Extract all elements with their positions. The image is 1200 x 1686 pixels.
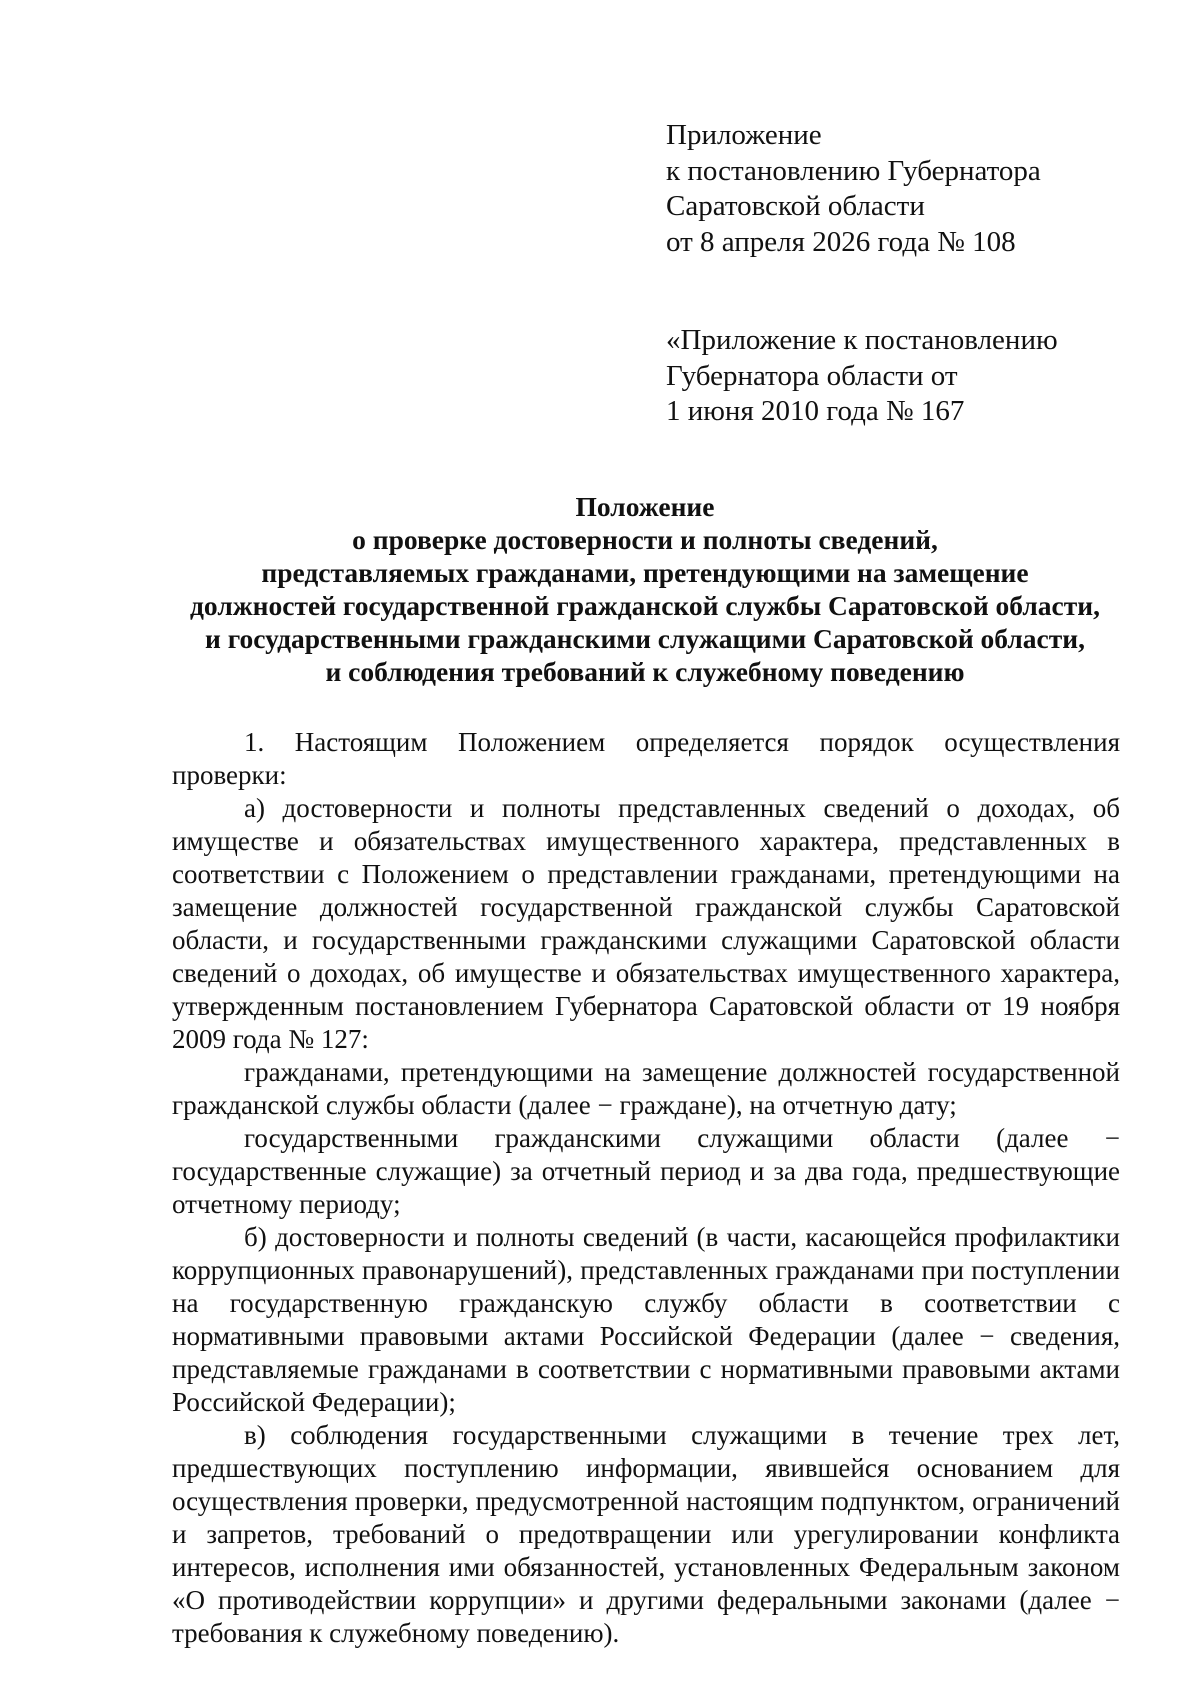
appendix-line-4: от 8 апреля 2026 года № 108 <box>666 225 1016 258</box>
previous-appendix-header <box>666 323 1166 430</box>
paragraph-v: в) соблюдения государственными служащими в течение трех лет, предшествующих поступлению информации, явившейся основанием для осуществления проверки, предусмотренной настоящим подпунктом, ограничений и запретов, требований о предотвращении или урегулировании конфликта интересов, исполнения ими обязанностей, установленных Федеральным законом «О противодействии коррупции» и другими федеральными законами (далее − требования к служебному поведению). <box>172 1420 1120 1648</box>
appendix-line-2: к постановлению Губернатора <box>666 154 1041 187</box>
title-line-2: о проверке достоверности и полноты сведений, <box>352 524 938 555</box>
title-line-6: и соблюдения требований к служебному поведению <box>325 656 965 687</box>
title-line-1: Положение <box>575 491 715 522</box>
previous-appendix-line-2: Губернатора области от <box>666 359 958 392</box>
appendix-line-1: Приложение <box>666 119 822 151</box>
previous-appendix-line-1: «Приложение к постановлению <box>666 324 1058 356</box>
paragraph-1: 1. Настоящим Положением определяется порядок осуществления проверки: <box>172 727 1120 790</box>
title-line-5: и государственными гражданскими служащими Саратовской области, <box>205 623 1085 654</box>
previous-appendix-line-3: 1 июня 2010 года № 167 <box>666 395 965 427</box>
paragraph-citizens: гражданами, претендующими на замещение должностей государственной гражданской службы области (далее − граждане), на отчетную дату; <box>172 1057 1120 1120</box>
title-line-3: представляемых гражданами, претендующими на замещение <box>261 557 1029 588</box>
document-title <box>170 490 1120 688</box>
paragraph-a: а) достоверности и полноты представленных сведений о доходах, об имуществе и обязательствах имущественного характера, представленных в соответствии с Положением о представлении гражданами, претендующими на замещение должностей государственной гражданской службы Саратовской области, и государственными гражданскими служащими Саратовской области сведений о доходах, об имуществе и обязательствах имущественного характера, утвержденным постановлением Губернатора Саратовской области от 19 ноября 2009 года № 127: <box>172 793 1120 1054</box>
title-line-4: должностей государственной гражданской службы Саратовской области, <box>190 590 1100 621</box>
appendix-line-3: Саратовской области <box>666 190 925 222</box>
appendix-header <box>666 118 1166 260</box>
paragraph-civil-servants: государственными гражданскими служащими области (далее − государственные служащие) за отчетный период и за два года, предшествующие отчетному периоду; <box>172 1123 1120 1219</box>
paragraph-b: б) достоверности и полноты сведений (в части, касающейся профилактики коррупционных правонарушений), представленных гражданами при поступлении на государственную гражданскую службу области в соответствии с нормативными правовыми актами Российской Федерации (далее − сведения, представляемые гражданами в соответствии с нормативными правовыми актами Российской Федерации); <box>172 1222 1120 1417</box>
document-body <box>172 726 1120 1650</box>
